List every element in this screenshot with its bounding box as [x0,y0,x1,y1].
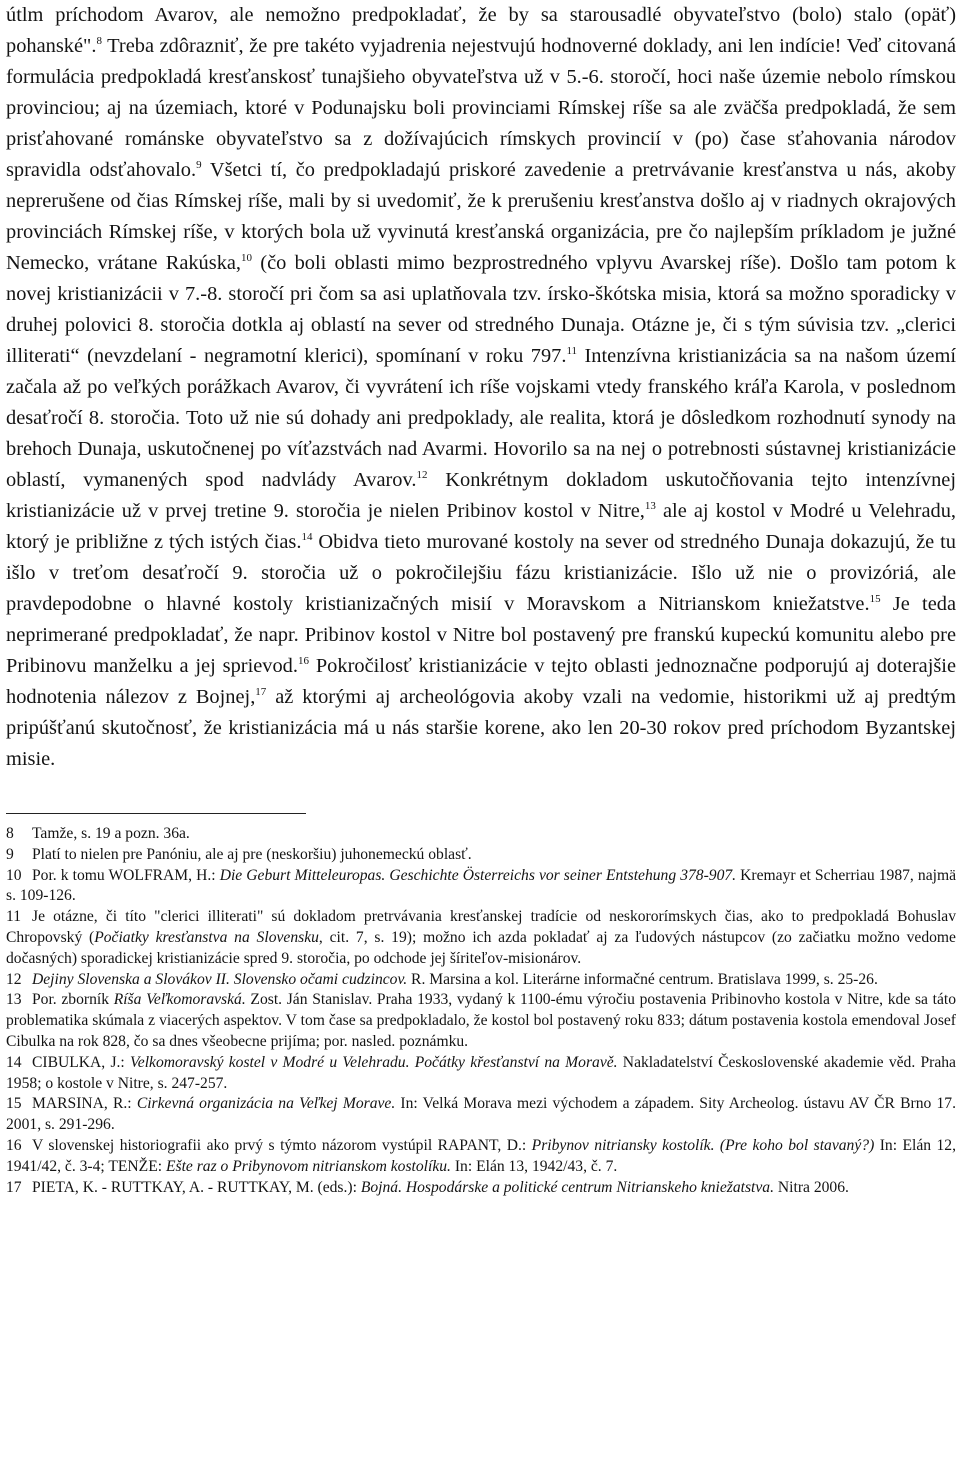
footnote-number: 15 [6,1095,22,1113]
footnote-text: Kremayr et Scherriau 1987, najmä s. 109-126. [6,866,956,905]
footnote-text: , cit. 7, s. 19); možno ich azda pokladať aj za ľudových nástupcov (zo začiatku možno vedome dočasných) sporadickej kristianizácie spred 9. storočia, po odchode jej šíriteľov-misionárov. [6,928,956,967]
text-segment: Treba zdôrazniť, že pre takéto vyjadrenia nejestvujú hodnoverné doklady, ani len indície! Veď citovaná formulácia predpokladá kresťanskosť tunajšieho obyvateľstva už v 5.-6. storočí, hoci naše územie nebolo rímskou provinciou; aj na územiach, ktoré v Podunajsku boli provinciami Rímskej ríše sa ale zväčša predpokladá, že sem prisťahované románske obyvateľstvo sa z dožívajúcich rímskych provincií v (po) čase sťahovania národov spravidla odsťahovalo. [6,35,956,181]
footnote-title: Velkomoravský kostel v Modré u Velehradu. Počátky křesťanství na Moravě. [129,1053,618,1071]
footnote-number: 17 [6,1178,22,1196]
footnote-number: 9 [6,845,14,863]
footnote-17 [6,1178,956,1199]
text-segment: útlm príchodom Avarov, ale nemožno predpokladať, že by sa starousadlé obyvateľstvo (bolo) stalo (opäť) pohanské". [6,4,956,57]
footnote-number: 12 [6,970,22,988]
footnote-title: Ríša Veľkomoravská. [113,991,246,1009]
footnote-ref: 12 [416,469,428,481]
footnote-number: 8 [6,825,14,842]
footnote-text: In: Elán 12, 1941/42, č. 3-4; TENŽE: [6,1136,956,1175]
footnote-ref: 15 [869,593,881,605]
footnote-text: Platí to nielen pre Panóniu, ale aj pre (neskoršiu) juhonemeckú oblasť. [32,845,472,863]
text-segment: Obidva tieto murované kostoly na sever od stredného Dunaja dokazujú, že tu išlo v treťom desaťročí 9. storočia už o pokročilejšiu fázu kristianizácie. Išlo už nie o provizóriá, ale pravdepodobne o hlavné kostoly kristianizačných misií v Moravskom a Nitrianskom kniežatstve. [6,531,956,615]
footnote-ref: 11 [566,345,578,357]
footnote-number: 16 [6,1136,22,1154]
footnote-text: Zost. Ján Stanislav. Praha 1933, vydaný k 1100-ému výročiu postavenia Pribinovho kostola v Nitre, kde sa táto problematika skúmala z viacerých aspektov. V tom čase sa predpokladalo, že kostol bol postavený roku 833; dátum postavenia kostola emendoval Josef Cibulka na rok 828, čo sa dnes všeobecne prijíma; por. nasled. poznámku. [6,991,957,1050]
text-segment: ale aj kostol v Modré u Velehradu, ktorý je približne z tých istých čias. [6,500,957,553]
footnotes [6,824,956,1198]
footnote-text: PIETA, K. - RUTTKAY, A. - RUTTKAY, M. (eds.): [32,1178,361,1196]
footnote-13 [6,990,956,1052]
text-segment: Intenzívna kristianizácia sa na našom území začala až po veľkých porážkach Avarov, či vyvrátení ich ríše vojskami vtedy franského kráľa Karola, v poslednom desaťročí 8. storočia. Toto už nie sú dohady ani predpoklady, ale realita, ktorá je dôsledkom rozhodnutí synody na brehoch Dunaja, uskutočnenej po víťazstvách nad Avarmi. Hovorilo sa na nej o potrebnosti sústavnej kristianizácie oblastí, vymanených spod nadvlády Avarov. [6,345,956,491]
document-page [6,0,956,1198]
footnote-14 [6,1053,956,1095]
footnote-ref: 16 [297,655,309,667]
footnote-text: MARSINA, R.: [32,1095,137,1113]
text-segment: Pokročilosť kristianizácie v tejto oblasti jednoznačne podporujú aj doterajšie hodnotenia nálezov z Bojnej, [6,655,957,708]
main-paragraph [6,0,956,775]
footnote-text: V slovenskej historiografii ako prvý s týmto názorom vystúpil RAPANT, D.: [32,1136,532,1154]
footnote-text: R. Marsina a kol. Literárne informačné centrum. Bratislava 1999, s. 25-26. [407,970,878,988]
text-segment: až ktorými aj archeológovia akoby vzali na vedomie, historikmi už aj predtým pripúšťanú skutočnosť, že kristianizácia má u nás staršie korene, ako len 20-30 rokov pred príchodom Byzantskej misie. [6,686,956,770]
footnote-text: Tamže, s. 19 a pozn. 36a. [32,825,190,842]
footnote-title: Počiatky kresťanstva na Slovensku [94,928,319,946]
footnote-text: In: Elán 13, 1942/43, č. 7. [450,1157,618,1175]
footnote-ref: 9 [196,159,202,171]
footnote-number: 13 [6,991,22,1009]
footnote-ref: 10 [241,252,253,264]
footnote-ref: 13 [644,500,656,512]
footnote-number: 14 [6,1053,22,1071]
footnote-text: Por. k tomu WOLFRAM, H.: [32,866,220,884]
footnote-10 [6,866,956,908]
footnote-12 [6,970,956,991]
footnote-title: Bojná. Hospodárske a politické centrum Nitrianskeho kniežatstva. [360,1178,774,1196]
footnote-title: Cirkevná organizácia na Veľkej Morave. [136,1095,396,1113]
footnote-title: Dejiny Slovenska a Slovákov II. Slovensko očami cudzincov. [32,970,408,988]
footnote-text: Nakladatelství Československé akademie věd. Praha 1958; o kostole v Nitre, s. 247-257. [6,1053,956,1092]
footnote-title: Pribynov nitriansky kostolík. (Pre koho bol stavaný?) [531,1136,875,1154]
footnote-text: CIBULKA, J.: [32,1053,130,1071]
footnote-title: Ešte raz o Pribynovom nitrianskom kostolíku. [165,1157,451,1175]
footnote-15 [6,1094,956,1136]
footnote-number: 11 [6,908,22,926]
footnote-8 [6,824,956,845]
footnote-number: 10 [6,866,22,884]
footnote-title: Die Geburt Mitteleuropas. Geschichte Österreichs vor seiner Entstehung 378-907. [219,866,737,884]
text-segment: (čo boli oblasti mimo bezprostredného vplyvu Avarskej ríše). Došlo tam potom k novej kristianizácii v 7.-8. storočí pri čom sa asi uplatňovala tzv. írsko-škótska misia, ktorá sa možno sporadicky v druhej polovici 8. storočia dotkla aj oblastí na sever od stredného Dunaja. Otázne je, či s tým súvisia tzv. „clerici illiterati“ (nevzdelaní - negramotní klerici), spomínaní v roku 797. [6,252,956,367]
footnote-separator [6,813,306,814]
footnote-16 [6,1136,956,1178]
footnote-9 [6,845,956,866]
footnote-ref: 17 [255,686,267,698]
footnote-ref: 8 [96,35,102,47]
footnote-text: Por. zborník [32,991,114,1009]
footnote-11 [6,907,956,969]
text-segment: Konkrétnym dokladom uskutočňovania tejto intenzívnej kristianizácie už v prvej tretine 9. storočia je nielen Pribinov kostol v Nitre, [6,469,956,522]
text-segment: Je teda neprimerané predpokladať, že napr. Pribinov kostol v Nitre bol postavený pre franskú kupeckú komunitu alebo pre Pribinovu manželku a jej sprievod. [6,593,956,677]
footnote-ref: 14 [301,531,313,543]
footnote-text: Je otázne, či títo "clerici illiterati" sú dokladom pretrvávania kresťanskej tradície od neskororímskych čias, ako to predpokladá Bohuslav Chropovský ( [6,908,956,946]
footnote-text: In: Velká Morava mezi východem a západem. Sity Archeolog. ústavu AV ČR Brno 17. 2001, s. 291-296. [6,1095,956,1134]
footnote-text: Nitra 2006. [774,1178,849,1196]
text-segment: Všetci tí, čo predpokladajú priskoré zavedenie a pretrvávanie kresťanstva u nás, akoby neprerušene od čias Rímskej ríše, mali by si uvedomiť, že k prerušeniu kresťanstva došlo aj v riadnych okrajových provinciách Rímskej ríše, v ktorých bola už vyvinutá kresťanská organizácia, pre čo najlepším príkladom je južné Nemecko, vrátane Rakúska, [6,159,956,274]
